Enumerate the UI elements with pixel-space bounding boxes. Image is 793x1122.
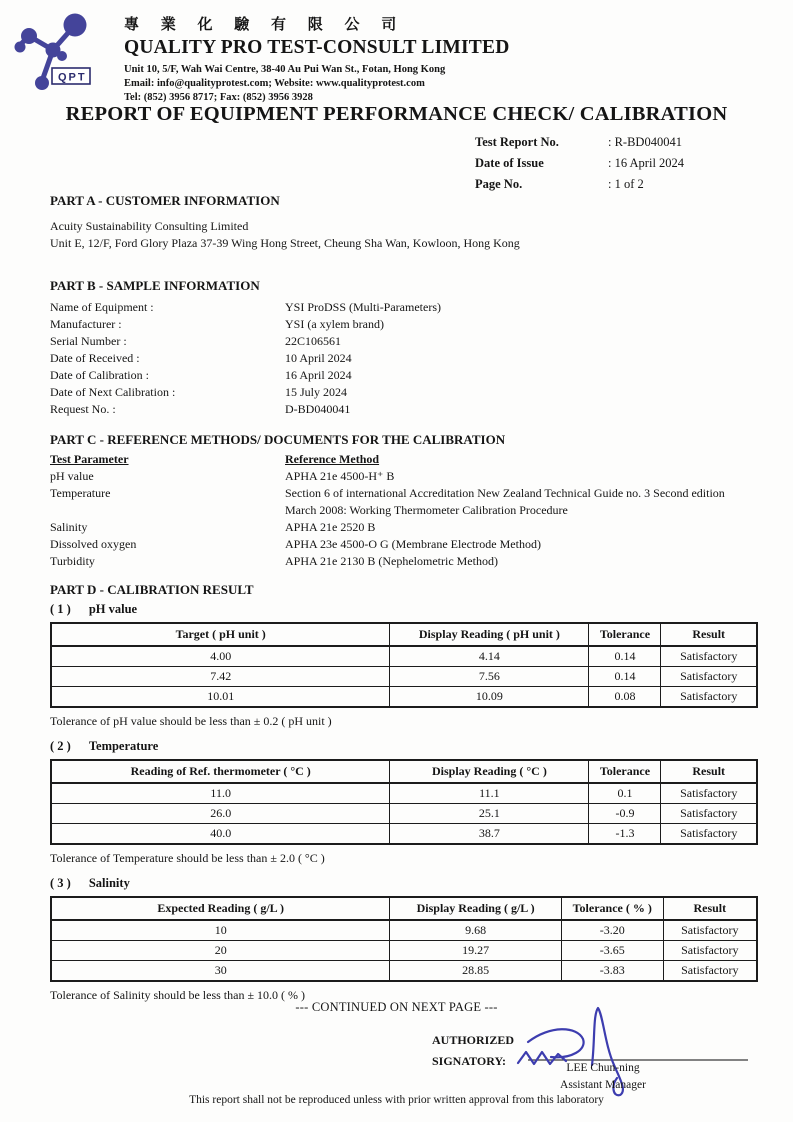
report-title: REPORT OF EQUIPMENT PERFORMANCE CHECK/ CALIBRATION [65,103,728,125]
disclaimer: This report shall not be reproduced unless with prior written approval from this laboratory [189,1094,604,1106]
table-row [51,804,757,824]
field-row [50,384,758,401]
field-label: Date of Next Calibration : [50,385,176,399]
section-title: Salinity [88,876,130,890]
field-value: 22C106561 [285,334,342,348]
field-label: Manufacturer : [50,317,122,331]
ref-row [50,468,758,485]
table-cell: 0.08 [589,687,661,708]
ref-method: APHA 21e 2520 B [285,520,376,534]
table-header-cell: Result [661,623,757,646]
signatory-title: Assistant Manager [560,1079,646,1091]
table-row [51,646,757,667]
field-row [50,316,758,333]
table-cell: 0.14 [589,646,661,667]
table-cell: 26.0 [51,804,390,824]
field-value: YSI ProDSS (Multi-Parameters) [285,300,441,314]
table-header-cell: Tolerance ( % ) [561,897,663,920]
company-address: Unit 10, 5/F, Wah Wai Centre, 38-40 Au Pui Wan St., Fotan, Hong Kong [124,64,446,75]
section-heading [50,739,758,754]
table-cell: 0.1 [589,783,661,804]
tolerance-note: Tolerance of Temperature should be less than ± 2.0 ( °C ) [50,851,325,865]
reference-table-header [50,451,758,468]
tolerance-note: Tolerance of pH value should be less than ± 0.2 ( pH unit ) [50,714,332,728]
calibration-section [50,602,758,729]
table-cell: 9.68 [390,920,562,941]
ref-row [50,553,758,570]
ref-method: Section 6 of international Accreditation New Zealand Technical Guide no. 3 Second edition March 2008: Working Thermometer Calibration Procedure [285,486,725,517]
section-title: Temperature [88,739,159,753]
table-cell: 30 [51,961,390,982]
field-label: Request No. : [50,402,116,416]
ref-col-method: Reference Method [285,452,380,466]
ref-param: pH value [50,469,94,483]
table-cell: -3.65 [561,941,663,961]
field-label: Date of Calibration : [50,368,149,382]
table-cell: 40.0 [51,824,390,845]
table-header-cell: Target ( pH unit ) [51,623,390,646]
table-cell: Satisfactory [661,804,757,824]
field-row [50,367,758,384]
table-header-cell: Display Reading ( °C ) [390,760,589,783]
ref-row [50,485,758,519]
table-cell: Satisfactory [661,824,757,845]
table-header-cell: Tolerance [589,760,661,783]
table-cell: Satisfactory [663,941,757,961]
ref-col-parameter: Test Parameter [50,452,129,466]
meta-label: Page No. [475,177,523,191]
customer-address: Unit E, 12/F, Ford Glory Plaza 37-39 Wing Hong Street, Cheung Sha Wan, Kowloon, Hong Kong [50,236,520,250]
table-cell: Satisfactory [663,920,757,941]
part-a-heading: PART A - CUSTOMER INFORMATION [50,193,280,208]
field-value: D-BD040041 [285,402,351,416]
section-heading [50,876,758,891]
part-c-heading: PART C - REFERENCE METHODS/ DOCUMENTS FOR THE CALIBRATION [50,432,506,447]
company-name-chinese: 專 業 化 驗 有 限 公 司 [124,17,406,33]
field-value: YSI (a xylem brand) [285,317,384,331]
section-number: ( 1 ) [50,602,71,616]
part-b-heading: PART B - SAMPLE INFORMATION [50,278,260,293]
ref-method: APHA 23e 4500-O G (Membrane Electrode Method) [285,537,541,551]
report-meta [475,135,684,198]
ref-param: Salinity [50,520,88,534]
table-cell: Satisfactory [661,667,757,687]
table-row [51,783,757,804]
table-row [51,824,757,845]
table-cell: -3.20 [561,920,663,941]
field-label: Serial Number : [50,334,127,348]
part-d-heading: PART D - CALIBRATION RESULT [50,582,254,597]
table-cell: 19.27 [390,941,562,961]
calibration-section [50,739,758,866]
field-row [50,401,758,418]
field-value: 15 July 2024 [285,385,348,399]
meta-value: : R-BD040041 [608,135,682,149]
company-header-text [124,6,510,105]
table-cell: 11.1 [390,783,589,804]
table-cell: 28.85 [390,961,562,982]
field-row [50,333,758,350]
table-cell: 10.01 [51,687,390,708]
table-header-cell: Display Reading ( g/L ) [390,897,562,920]
section-heading [50,602,758,617]
ref-param: Temperature [50,486,111,500]
table-cell: -3.83 [561,961,663,982]
section-number: ( 2 ) [50,739,71,753]
field-row [50,299,758,316]
table-row [51,920,757,941]
table-header-cell: Reading of Ref. thermometer ( °C ) [51,760,390,783]
field-row [50,350,758,367]
authorized-word: AUTHORIZED [432,1033,515,1047]
field-value: 10 April 2024 [285,351,352,365]
table-row [51,687,757,708]
customer-name: Acuity Sustainability Consulting Limited [50,219,249,233]
meta-label: Test Report No. [475,135,559,149]
calibration-table [50,759,758,845]
table-cell: 11.0 [51,783,390,804]
table-row [51,941,757,961]
company-phone-fax: Tel: (852) 3956 8717; Fax: (852) 3956 3928 [124,92,313,103]
table-cell: 25.1 [390,804,589,824]
table-cell: 10 [51,920,390,941]
meta-value: : 16 April 2024 [608,156,685,170]
table-header-cell: Display Reading ( pH unit ) [390,623,589,646]
ref-method: APHA 21e 2130 B (Nephelometric Method) [285,554,498,568]
ref-method: APHA 21e 4500-H⁺ B [285,469,395,483]
section-number: ( 3 ) [50,876,71,890]
table-header-cell: Tolerance [589,623,661,646]
meta-row [475,156,684,177]
calibration-section [50,876,758,1003]
sample-information [50,299,758,418]
calibration-table [50,896,758,982]
table-cell: 4.14 [390,646,589,667]
company-name-english: QUALITY PRO TEST-CONSULT LIMITED [124,37,510,58]
reference-methods [50,468,758,570]
table-cell: 4.00 [51,646,390,667]
letterhead [12,6,510,105]
customer-information [50,218,758,252]
signatory-name: LEE Chun-ning [566,1062,640,1074]
company-logo-icon [12,6,116,98]
table-cell: Satisfactory [663,961,757,982]
table-header-cell: Result [661,760,757,783]
logo-text: QPT [58,71,87,84]
ref-row [50,536,758,553]
field-label: Date of Received : [50,351,140,365]
table-cell: 20 [51,941,390,961]
ref-row [50,519,758,536]
meta-label: Date of Issue [475,156,544,170]
ref-param: Dissolved oxygen [50,537,137,551]
table-row [51,667,757,687]
table-cell: -0.9 [589,804,661,824]
signatory-identity [528,1060,678,1094]
company-email-website: Email: info@qualityprotest.com; Website: www.qualityprotest.com [124,78,425,89]
ref-param: Turbidity [50,554,95,568]
meta-value: : 1 of 2 [608,177,644,191]
table-cell: -1.3 [589,824,661,845]
tolerance-note: Tolerance of Salinity should be less than ± 10.0 ( % ) [50,988,306,1002]
table-header-cell: Result [663,897,757,920]
table-cell: Satisfactory [661,687,757,708]
meta-row [475,135,684,156]
section-title: pH value [88,602,138,616]
table-cell: 38.7 [390,824,589,845]
field-value: 16 April 2024 [285,368,352,382]
table-cell: 7.42 [51,667,390,687]
signatory-word: SIGNATORY: [432,1054,507,1068]
table-header-cell: Expected Reading ( g/L ) [51,897,390,920]
table-cell: Satisfactory [661,646,757,667]
report-body [50,193,758,1013]
table-cell: 7.56 [390,667,589,687]
continued-note: --- CONTINUED ON NEXT PAGE --- [295,1000,498,1014]
table-cell: 0.14 [589,667,661,687]
table-cell: Satisfactory [661,783,757,804]
calibration-table [50,622,758,708]
calibration-results [50,602,758,1003]
table-row [51,961,757,982]
table-cell: 10.09 [390,687,589,708]
field-label: Name of Equipment : [50,300,154,314]
